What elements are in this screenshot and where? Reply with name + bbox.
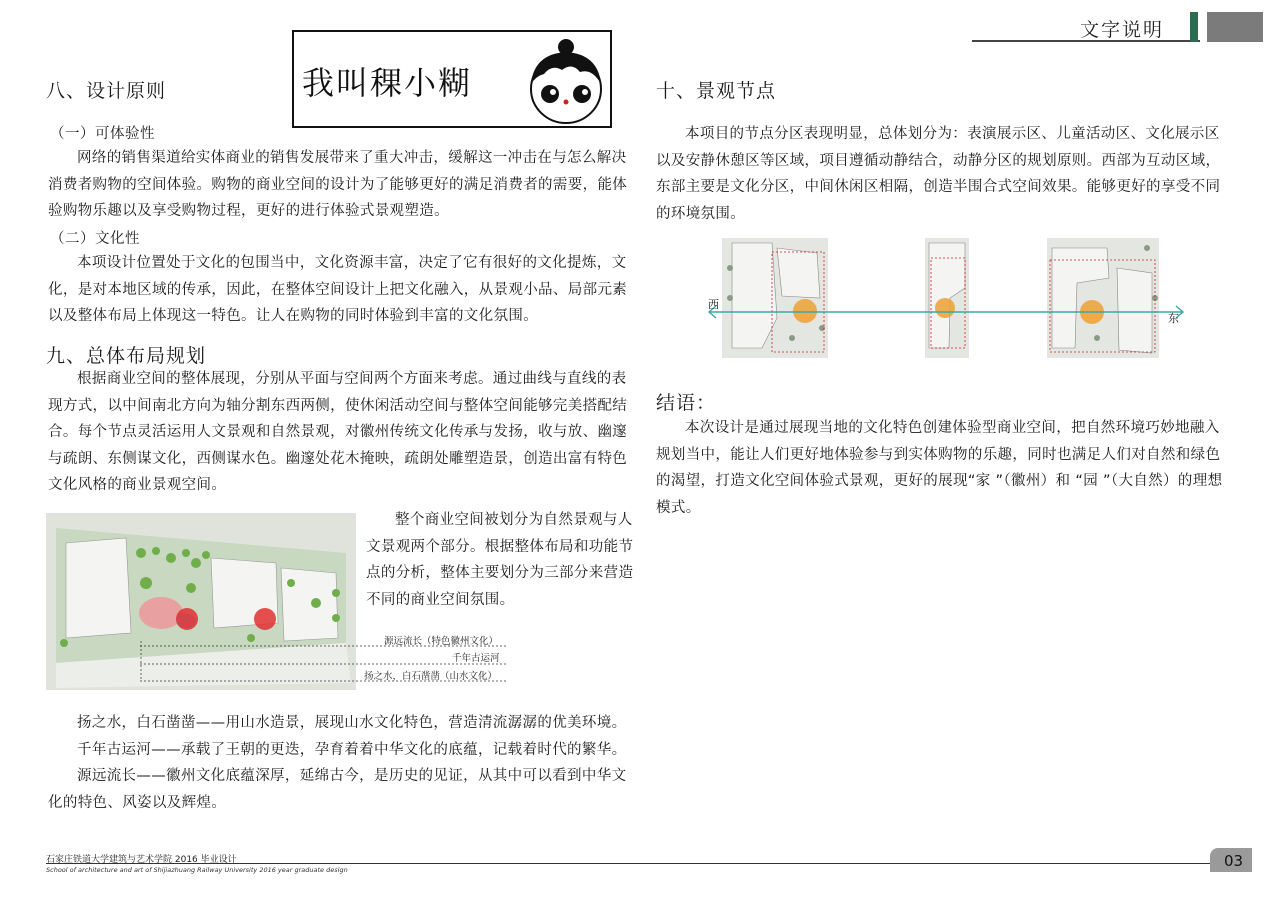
plan-label-3: 扬之水，白石凿凿（山水文化） bbox=[364, 671, 498, 682]
section10-heading: 十、景观节点 bbox=[656, 80, 777, 102]
header-green-block bbox=[1190, 12, 1198, 42]
east-label: 东 bbox=[1168, 312, 1179, 325]
section9-heading: 九、总体布局规划 bbox=[46, 345, 207, 367]
logo-text: 我叫稞小糊 bbox=[302, 64, 473, 102]
section8-heading: 八、设计原则 bbox=[46, 80, 167, 102]
page-header-title: 文字说明 bbox=[1080, 19, 1165, 41]
plan-leader-lines bbox=[140, 628, 512, 684]
section9-item-2: 千年古运河——承载了王朝的更迭，孕育着着中华文化的底蕴，记载着时代的繁华。 bbox=[77, 742, 627, 758]
plan-label-2: 千年古运河 bbox=[452, 653, 500, 664]
west-east-axis-arrow bbox=[704, 302, 1188, 322]
section8-sub1-body: 网络的销售渠道给实体商业的销售发展带来了重大冲击，缓解这一冲击在与怎么解决消费者购物的空间体验。购物的商业空间的设计为了能够更好的满足消费者的需要，能体验购物乐趣以及享受购物过程，更好的进行体验式景观塑造。 bbox=[48, 150, 628, 219]
section8-sub2: （二）文化性 bbox=[50, 231, 140, 247]
footer-school-en: School of architecture and art of Shijiazhuang Railway University 2016 year graduate design bbox=[46, 866, 348, 874]
west-label: 西 bbox=[708, 298, 719, 311]
section9-item-1: 扬之水，白石凿凿——用山水造景，展现山水文化特色，营造清流潺潺的优美环境。 bbox=[77, 715, 627, 731]
logo-box bbox=[292, 30, 612, 128]
section9-body: 根据商业空间的整体展现，分别从平面与空间两个方面来考虑。通过曲线与直线的表现方式，以中间南北方向为轴分割东西两侧，使休闲活动空间与整体空间能够完美搭配结合。每个节点灵活运用人文景观和自然景观，对徽州传统文化传承与发扬，收与放、幽邃与疏朗、东侧谋文化，西侧谋水色。幽邃处花木掩映，疏朗处雕塑造景，创造出富有特色文化风格的商业景观空间。 bbox=[48, 371, 628, 493]
header-gray-block bbox=[1207, 12, 1263, 42]
conclusion-heading: 结语： bbox=[656, 392, 717, 414]
section8-sub1: （一）可体验性 bbox=[50, 126, 155, 142]
footer-school-cn: 石家庄铁道大学建筑与艺术学院 2016 毕业设计 bbox=[46, 855, 237, 865]
plan-label-1: 源远流长（特色徽州文化） bbox=[384, 636, 499, 647]
section9-item-3: 源远流长——徽州文化底蕴深厚，延绵古今，是历史的见证，从其中可以看到中华文化的特色、风姿以及辉煌。 bbox=[48, 768, 627, 811]
section8-sub2-body: 本项设计位置处于文化的包围当中，文化资源丰富，决定了它有很好的文化提炼，文化，是对本地区域的传承，因此，在整体空间设计上把文化融入，从景观小品、局部元素以及整体布局上体现这一特色。让人在购物的同时体验到丰富的文化氛围。 bbox=[48, 255, 628, 324]
node-map-west bbox=[722, 238, 828, 358]
page-number: 03 bbox=[1224, 852, 1244, 870]
node-map-middle bbox=[925, 238, 969, 358]
cartoon-face-icon bbox=[522, 34, 610, 126]
node-map-east bbox=[1047, 238, 1159, 358]
conclusion-body: 本次设计是通过展现当地的文化特色创建体验型商业空间，把自然环境巧妙地融入规划当中，能让人们更好地体验参与到实体购物的乐趣，同时也满足人们对自然和绿色的渴望，打造文化空间体验式景观，更好的展现“家 ”（徽州）和 “园 ”（大自然）的理想模式。 bbox=[656, 420, 1223, 516]
section10-body: 本项目的节点分区表现明显，总体划分为：表演展示区、儿童活动区、文化展示区以及安静休憩区等区域，项目遵循动静结合，动静分区的规划原则。西部为互动区域，东部主要是文化分区，中间休闲区相隔，创造半围合式空间效果。能够更好的享受不同的环境氛围。 bbox=[656, 126, 1221, 222]
section9-side-text: 整个商业空间被划分为自然景观与人文景观两个部分。根据整体布局和功能节点的分析，整体主要划分为三部分来营造不同的商业空间氛围。 bbox=[366, 512, 634, 608]
